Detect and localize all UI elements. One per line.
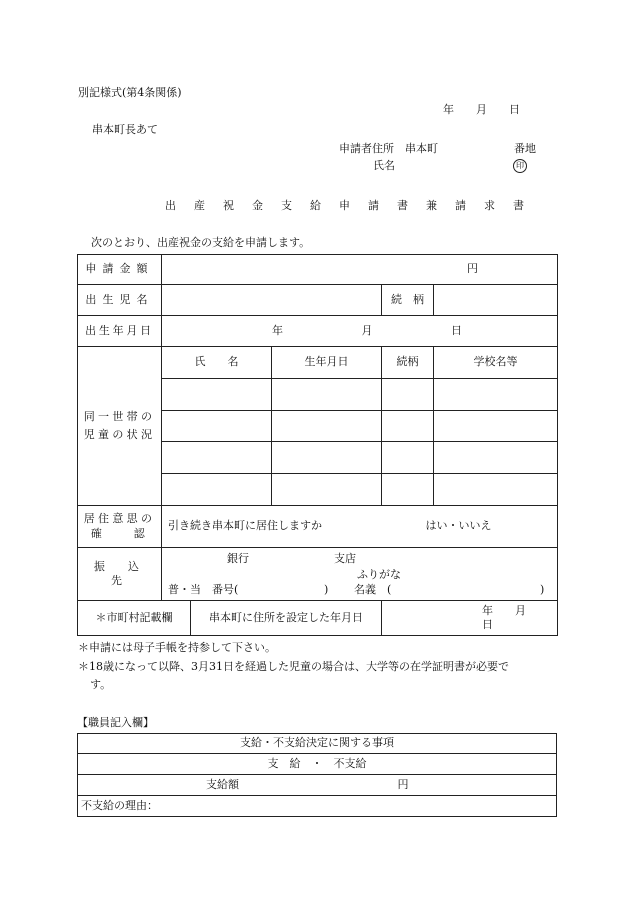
relation-label: 続 柄 [382,285,434,316]
addressee: 串本町長あて [92,123,158,136]
household-school-cell[interactable] [434,411,558,442]
household-header-birth: 生年月日 [272,347,382,379]
household-school-cell[interactable] [434,474,558,506]
residence-row [78,506,558,548]
decision-options[interactable]: 支 給 ・ 不支給 [78,754,557,775]
account-close: ) [324,582,329,596]
staff-amount-unit: 円 [397,777,409,791]
staff-table [77,733,557,817]
transfer-field[interactable] [162,548,558,601]
title-char: 求 [484,199,495,212]
birth-month: 月 [361,323,373,337]
staff-decision-row [78,754,557,775]
reason-label: 不支給の理由： [81,798,158,812]
title-char: 書 [397,199,408,212]
household-name-cell[interactable] [162,474,272,506]
name-label: 氏名 [373,159,395,172]
transfer-label: 振 込 先 [78,548,162,601]
birth-day: 日 [451,323,462,337]
note-2-continued: す。 [90,678,112,691]
household-relation-cell[interactable] [382,411,434,442]
title-char: 申 [339,199,350,212]
intro-text: 次のとおり、出産祝金の支給を申請します。 [91,236,311,249]
household-name-cell[interactable] [162,379,272,411]
municipal-row [78,601,558,636]
amount-label: 申請金額 [78,255,162,285]
household-name-cell[interactable] [162,411,272,442]
birth-year: 年 [272,323,283,337]
amount-unit: 円 [467,262,478,276]
date-line: 年 月 日 [443,103,520,116]
household-header-name: 氏 名 [162,347,272,379]
household-school-cell[interactable] [434,379,558,411]
note-1: ＊申請には母子手帳を持参して下さい。 [78,641,276,654]
staff-amount-field[interactable] [78,775,557,796]
applicant-address-label: 申請者住所 串本町 [339,142,438,155]
title-char: 給 [310,199,321,212]
title-char: 請 [455,199,466,212]
title-char: 兼 [426,199,437,212]
title-char: 請 [368,199,379,212]
reason-field[interactable] [78,796,557,817]
household-relation-cell[interactable] [382,442,434,474]
title-char: 金 [252,199,263,212]
account-type-label: 普・当 番号( [168,582,239,596]
bank-label: 銀行 [227,551,249,565]
municipal-label: ＊市町村記載欄 [78,601,191,636]
residence-label-line1: 居住意思の [83,512,156,526]
title-char: 支 [281,199,292,212]
relation-field[interactable] [434,285,558,316]
transfer-row [78,548,558,601]
household-header-row [78,347,558,379]
document-title [165,200,542,211]
amount-field[interactable] [162,255,558,285]
branch-label: 支店 [334,551,356,565]
holder-close: ) [540,582,545,596]
residence-field[interactable] [162,506,558,548]
household-name-cell[interactable] [162,442,272,474]
title-char: 祝 [223,199,234,212]
note-2: ＊18歳になって以降、3月31日を経過した児童の場合は、大学等の在学証明書が必要で [78,660,509,673]
staff-amount-label: 支給額 [206,777,239,791]
address-set-date[interactable]: 年 月 日 [382,601,558,636]
child-name-row [78,285,558,316]
holder-label: 名義 ( [354,582,392,596]
birth-date-field[interactable] [162,316,558,347]
decision-header: 支給・不支給決定に関する事項 [78,734,557,754]
staff-decision-header-row [78,734,557,754]
household-birth-cell[interactable] [272,379,382,411]
birth-row [78,316,558,347]
household-school-cell[interactable] [434,442,558,474]
child-name-field[interactable] [162,285,382,316]
household-label-line1: 同一世帯の [83,410,156,424]
child-name-label: 出生児名 [78,285,162,316]
household-birth-cell[interactable] [272,474,382,506]
title-char: 書 [513,199,524,212]
title-char: 出 [165,199,176,212]
title-char: 産 [194,199,205,212]
form-label: 別記様式(第4条関係) [78,86,182,99]
household-relation-cell[interactable] [382,379,434,411]
amount-row [78,255,558,285]
household-header-relation: 続柄 [382,347,434,379]
staff-heading: 【職員記入欄】 [77,716,154,729]
residence-label-line2: 確 認 [90,526,149,540]
household-relation-cell[interactable] [382,474,434,506]
staff-amount-row [78,775,557,796]
furigana-label: ふりがな [357,567,401,581]
household-label-line2: 児童の状況 [83,428,156,441]
birth-label: 出生年月日 [78,316,162,347]
household-birth-cell[interactable] [272,411,382,442]
residence-answer[interactable]: はい・いいえ [425,519,492,533]
residence-label [78,506,162,548]
residence-question: 引き続き串本町に居住しますか [168,519,322,533]
household-birth-cell[interactable] [272,442,382,474]
application-table [77,254,558,636]
address-set-label: 串本町に住所を設定した年月日 [191,601,382,636]
household-header-school: 学校名等 [434,347,558,379]
seal-icon: 印 [513,159,527,173]
household-label [78,347,162,506]
staff-reason-row [78,796,557,817]
banchi-label: 番地 [514,142,536,155]
seal-mark [513,159,527,173]
